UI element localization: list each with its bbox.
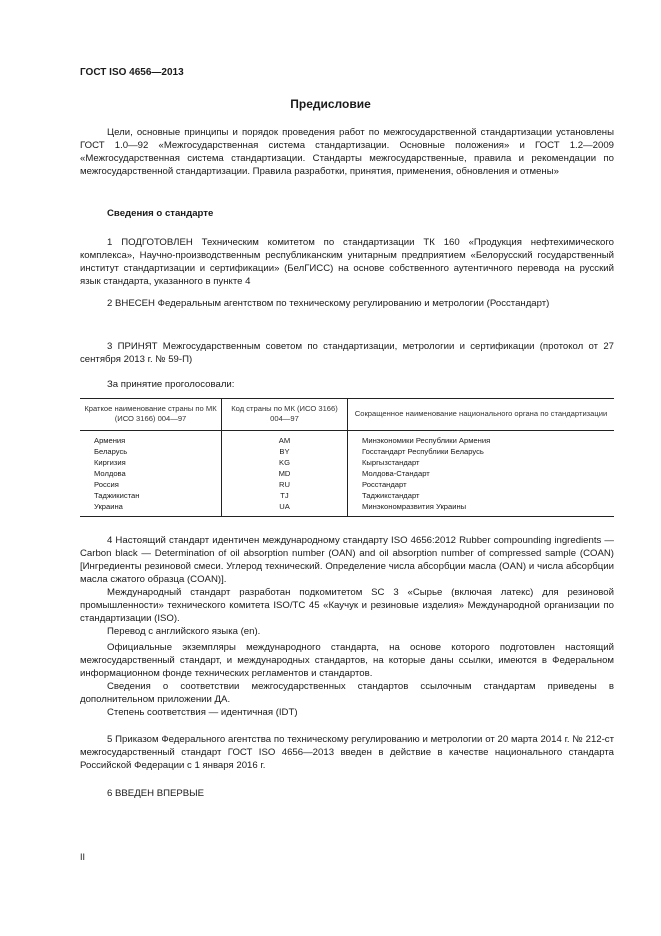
country-name: Киргизия — [80, 458, 222, 469]
standards-body: Таджикстандарт — [362, 491, 420, 501]
item-4-identity: 4 Настоящий стандарт идентичен международному стандарту ISO 4656:2012 Rubber compounding ingredients — Carbon black — Determination of oil absorption number (OAN) and oil absorption number of compressed sample (COAN) [Ингредиенты резиновой смеси. Углерод технический. Определение числа абсорбции масла (OAN) и числа абсорбции масла сжатого образца (COAN)]. — [80, 535, 614, 585]
intro-paragraph: Цели, основные принципы и порядок проведения работ по межгосударственной стандартизации установлены ГОСТ 1.0—92 «Межгосударственная система стандартизации. Основные положения» и ГОСТ 1.2—2009 «Межгосударственная система стандартизации. Стандарты межгосударственные, правила и рекомендации по межгосударственной стандартизации. Правила разработки, принятия, применения, обновления и отмены» — [80, 127, 614, 177]
item-3-adopted: 3 ПРИНЯТ Межгосударственным советом по стандартизации, метрологии и сертификации (протокол от 27 сентября 2013 г. № 59-П) — [80, 341, 614, 365]
standards-body: Минэкономразвития Украины — [348, 502, 615, 517]
country-name: Армения — [80, 430, 222, 447]
country-name: Россия — [80, 480, 222, 491]
section-heading: Сведения о стандарте — [107, 208, 214, 219]
country-name: Украина — [80, 502, 222, 517]
country-code: KG — [222, 458, 348, 469]
item-4-conformity: Степень соответствия — идентичная (IDT) — [107, 707, 298, 718]
item-4-official-copies: Официальные экземпляры международного стандарта, на основе которого подготовлен настоящий межгосударственный стандарт, и международных стандартов, на которые даны ссылки, имеются в Федеральном информационном фонде технических регламентов и стандартов. — [80, 642, 614, 679]
table-row — [80, 469, 614, 480]
header-country: Краткое наименование страны по МК (ИСО 3166) 004—97 — [80, 399, 222, 431]
document-code: ГОСТ ISO 4656—2013 — [80, 67, 184, 78]
table-row — [80, 447, 614, 458]
table-row — [80, 480, 614, 491]
item-4-translation: Перевод с английского языка (en). — [107, 626, 261, 637]
item-2-submitted: 2 ВНЕСЕН Федеральным агентством по техническому регулированию и метрологии (Росстандарт) — [107, 298, 550, 309]
country-code: RU — [222, 480, 348, 491]
country-code: AM — [222, 430, 348, 447]
vote-table — [80, 398, 614, 517]
country-name: Беларусь — [80, 447, 222, 458]
country-name: Молдова — [80, 469, 222, 480]
table-row — [80, 430, 614, 447]
item-4-developer: Международный стандарт разработан подкомитетом SC 3 «Сырье (включая латекс) для резиновой промышленности» технического комитета ISO/TC 45 «Каучук и резиновые изделия» Международной организации по стандартизации (ISO). — [80, 587, 614, 624]
country-code: MD — [222, 469, 348, 480]
header-code: Код страны по МК (ИСО 3166) 004—97 — [222, 399, 348, 431]
standards-body: Молдова-Стандарт — [362, 469, 430, 479]
standards-body: Госстандарт Республики Беларусь — [362, 447, 484, 457]
item-5-order: 5 Приказом Федерального агентства по техническому регулированию и метрологии от 20 марта 2014 г. № 212-ст межгосударственный стандарт ГОСТ ISO 4656—2013 введен в действие в качестве национального стандарта Российской Федерации с 1 января 2016 г. — [80, 734, 614, 771]
vote-table-header — [80, 399, 614, 431]
country-code: BY — [222, 447, 348, 458]
item-1-prepared: 1 ПОДГОТОВЛЕН Техническим комитетом по стандартизации ТК 160 «Продукция нефтехимического комплекса», Научно-производственным республиканским унитарным предприятием «Белорусский государственный институт стандартизации и сертификации» (БелГИСС) на основе собственного аутентичного перевода на русский язык стандарта, указанного в пункте 4 — [80, 237, 614, 287]
country-code: TJ — [222, 491, 348, 502]
item-4-references: Сведения о соответствии межгосударственных стандартов ссылочным стандартам приведены в дополнительном приложении ДА. — [80, 681, 614, 705]
standards-body: Кыргызстандарт — [362, 458, 420, 468]
standards-body: Минэкономики Республики Армения — [362, 436, 491, 446]
item-6-first-introduced: 6 ВВЕДЕН ВПЕРВЫЕ — [107, 788, 205, 799]
page-number: II — [80, 852, 86, 862]
page-title: Предисловие — [290, 97, 371, 111]
country-code: UA — [222, 502, 348, 517]
vote-intro: За принятие проголосовали: — [107, 379, 235, 390]
table-row — [80, 458, 614, 469]
table-row — [80, 491, 614, 502]
country-name: Таджикистан — [80, 491, 222, 502]
standards-body: Росстандарт — [362, 480, 407, 490]
table-row — [80, 502, 614, 517]
header-body: Сокращенное наименование национального органа по стандартизации — [348, 399, 615, 431]
